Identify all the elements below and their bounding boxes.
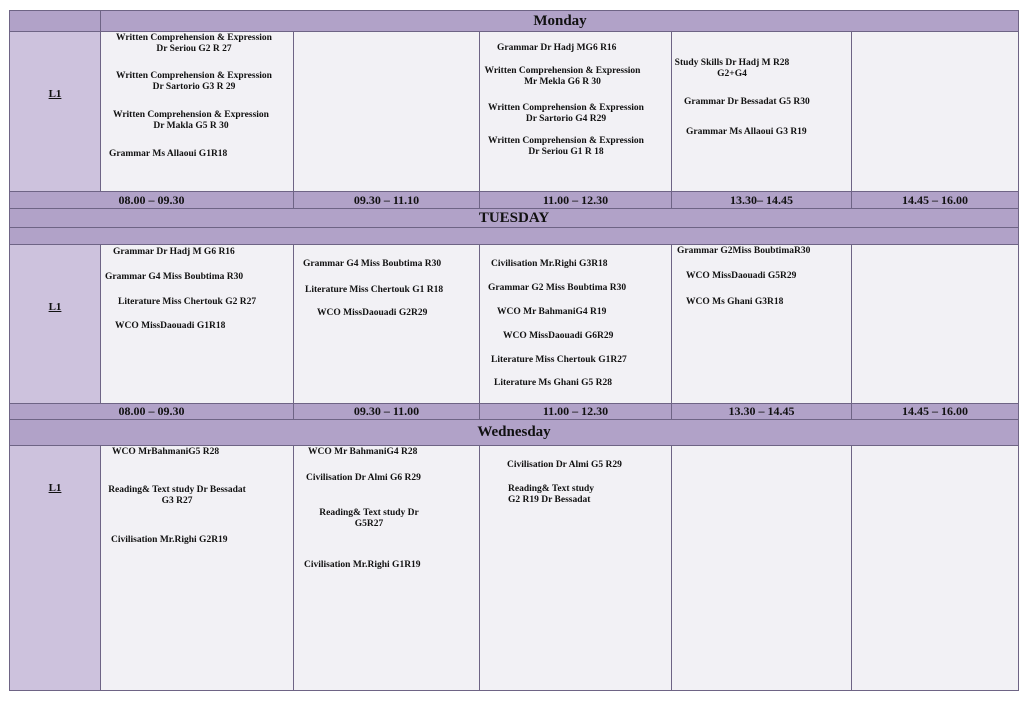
entry: Written Comprehension & Expression Dr Makla G5 R 30 (113, 110, 269, 131)
level-label: L1 (48, 482, 62, 494)
entry: Grammar G4 Miss Boubtima R30 (303, 259, 442, 269)
entry: Reading& Text study Dr Bessadat G3 R27 (108, 485, 246, 506)
entry: Written Comprehension & Expression Dr Sartorio G3 R 29 (116, 71, 272, 92)
level-label: L1 (48, 301, 62, 313)
time-slot-1: 08.00 – 09.30 (9, 403, 294, 420)
time-slot-3: 11.00 – 12.30 (479, 403, 672, 420)
entry: Civilisation Dr Almi G6 R29 (306, 473, 421, 483)
entry: WCO MrBahmaniG5 R28 (112, 447, 220, 457)
time-slot-5: 14.45 – 16.00 (851, 403, 1019, 420)
entry: Civilisation Mr.Righi G1R19 (304, 560, 421, 570)
entry: WCO MissDaouadi G6R29 (503, 331, 614, 341)
entry: WCO Ms Ghani G3R18 (686, 297, 784, 307)
level-cell-wednesday (9, 445, 101, 691)
tuesday-slot-4 (671, 244, 852, 404)
time-slot-2: 09.30 – 11.10 (293, 191, 480, 209)
entry: Grammar G2 Miss Boubtima R30 (488, 283, 627, 293)
wednesday-slot-3 (479, 445, 672, 691)
entry: WCO MissDaouadi G5R29 (686, 271, 797, 281)
monday-content-row (9, 31, 1019, 192)
entry: WCO Mr BahmaniG4 R28 (308, 447, 418, 457)
entry: Grammar G2Miss BoubtimaR30 (677, 246, 811, 256)
monday-slot-3 (479, 31, 672, 192)
wednesday-slot-2 (293, 445, 480, 691)
entry: Literature Ms Ghani G5 R28 (494, 378, 613, 388)
entry: Grammar Dr Hadj M G6 R16 (113, 247, 235, 257)
tuesday-slot-3 (479, 244, 672, 404)
entry: WCO Mr BahmaniG4 R19 (497, 307, 607, 317)
spacer-cell (9, 227, 1019, 245)
monday-header-row (9, 10, 1019, 32)
tuesday-slot-1 (100, 244, 294, 404)
time-slot-4: 13.30– 14.45 (671, 191, 852, 209)
entry: Written Comprehension & Expression Dr Sartorio G4 R29 (488, 103, 644, 124)
day-title-monday: Monday (533, 12, 587, 29)
tuesday-content-row (9, 244, 1019, 404)
entry: WCO MissDaouadi G1R18 (115, 321, 226, 331)
entry: Study Skills Dr Hadj M R28 G2+G4 (674, 58, 790, 79)
monday-time-row (9, 191, 1019, 209)
wednesday-slot-1 (100, 445, 294, 691)
time-slot-3: 11.00 – 12.30 (479, 191, 672, 209)
day-title-tuesday: TUESDAY (478, 209, 550, 226)
entry: Literature Miss Chertouk G1R27 (491, 355, 627, 365)
monday-slot-1 (100, 31, 294, 192)
entry: Civilisation Dr Almi G5 R29 (507, 460, 622, 470)
wednesday-slot-5 (851, 445, 1019, 691)
entry: Written Comprehension & Expression Mr Mekla G6 R 30 (484, 66, 641, 87)
entry: Grammar Ms Allaoui G1R18 (109, 149, 228, 159)
entry: Civilisation Mr.Righi G2R19 (111, 535, 228, 545)
tuesday-time-row (9, 403, 1019, 420)
tuesday-spacer-row (9, 227, 1019, 245)
entry: Literature Miss Chertouk G1 R18 (305, 285, 444, 295)
entry: Written Comprehension & Expression Dr Seriou G2 R 27 (116, 33, 272, 54)
wednesday-slot-4 (671, 445, 852, 691)
monday-slot-5 (851, 31, 1019, 192)
time-slot-2: 09.30 – 11.00 (293, 403, 480, 420)
tuesday-slot-5 (851, 244, 1019, 404)
wednesday-header-row (9, 419, 1019, 446)
entry: Reading& Text study G2 R19 Dr Bessadat (508, 484, 595, 505)
entry: Literature Miss Chertouk G2 R27 (118, 297, 257, 307)
day-title-wednesday: Wednesday (477, 424, 551, 440)
corner-cell (9, 10, 101, 32)
level-cell-tuesday (9, 244, 101, 404)
level-cell-monday (9, 31, 101, 192)
entry: Written Comprehension & Expression Dr Seriou G1 R 18 (488, 136, 644, 157)
level-label: L1 (48, 88, 62, 100)
time-slot-1: 08.00 – 09.30 (9, 191, 294, 209)
entry: Reading& Text study Dr G5R27 (319, 508, 419, 529)
tuesday-header-row (9, 208, 1019, 228)
time-slot-4: 13.30 – 14.45 (671, 403, 852, 420)
entry: Grammar Dr Bessadat G5 R30 (684, 97, 810, 107)
wednesday-content-row (9, 445, 1019, 691)
entry: Grammar G4 Miss Boubtima R30 (105, 272, 244, 282)
monday-slot-2 (293, 31, 480, 192)
time-slot-5: 14.45 – 16.00 (851, 191, 1019, 209)
entry: Civilisation Mr.Righi G3R18 (491, 259, 608, 269)
monday-slot-4 (671, 31, 852, 192)
tuesday-slot-2 (293, 244, 480, 404)
entry: WCO MissDaouadi G2R29 (317, 308, 428, 318)
entry: Grammar Dr Hadj MG6 R16 (497, 43, 617, 53)
entry: Grammar Ms Allaoui G3 R19 (686, 127, 807, 137)
